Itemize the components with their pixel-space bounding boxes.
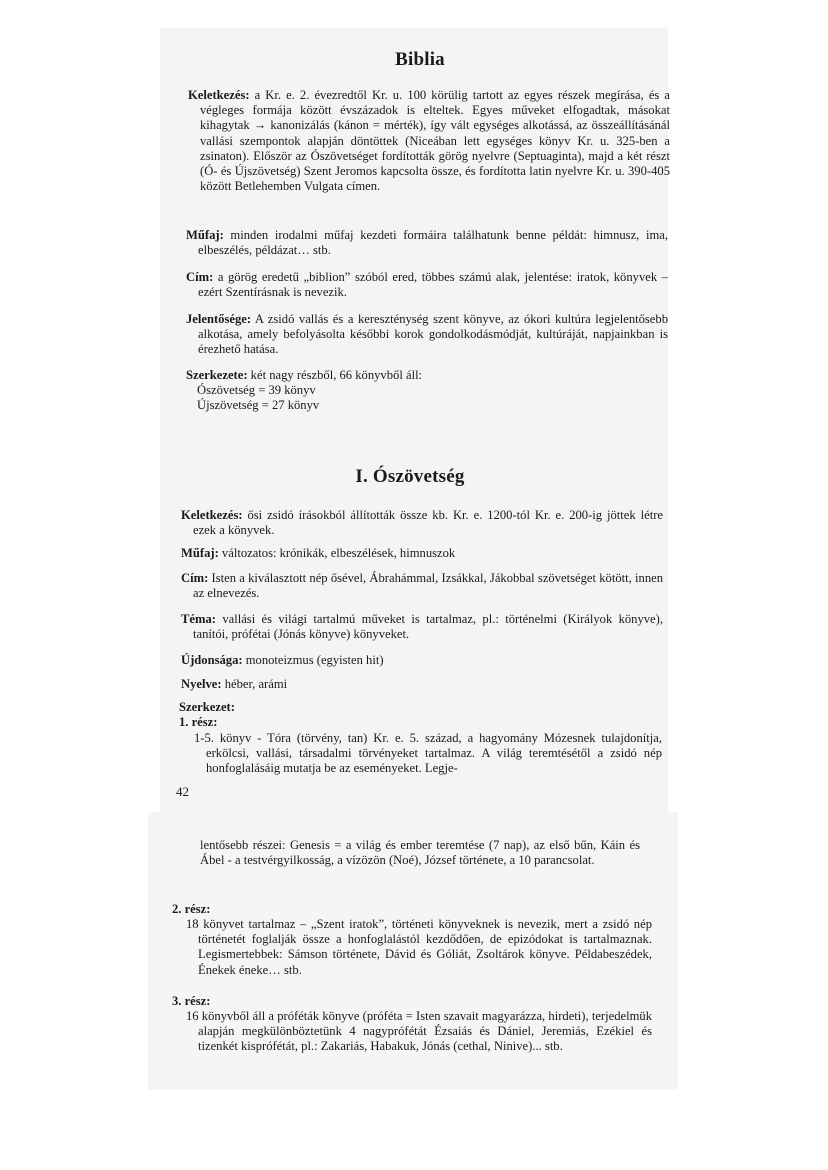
section-title: I. Ószövetség (355, 466, 465, 487)
part2-label: 2. rész: (172, 902, 211, 916)
part1-continuation: lentősebb részei: Genesis = a világ és ember teremtése (7 nap), az első bűn, Káin és Ábel - a testvérgyilkosság, a vízözön (Noé), József története, a 10 parancsolat. (200, 838, 640, 868)
structure-line-nt: Újszövetség = 27 könyv (197, 398, 320, 412)
entry-keletkezes (188, 88, 670, 194)
szerkezet-heading: Szerkezet: (179, 700, 235, 714)
ot-keletkezes (181, 508, 663, 538)
part2-text: 18 könyvet tartalmaz – „Szent iratok”, történeti könyveknek is nevezik, mert a zsidó nép történetét foglalják össze a honfoglalástól kezdődően, de epizódokat is tartalmaznak. Legismertebbek: Sámson története, Dávid és Góliát, Zsoltárok könyve. Példabeszédek, Énekek éneke… stb. (186, 917, 652, 977)
part1-label: 1. rész: (179, 715, 218, 729)
part1-text: 1-5. könyv - Tóra (törvény, tan) Kr. e. 5. század, a hagyomány Mózesnek tulajdonítja, erkölcsi, vallási, társadalmi törvényeket tartalmaz. A világ teremtésétől a zsidó nép honfoglalásáig mutatja be az eseményeket. Legje- (194, 731, 662, 776)
page-title: Biblia (395, 49, 445, 70)
entry-text: A zsidó vallás és a kereszténység szent könyve, az ókori kultúra legjelentősebb alkotása, amely befolyásolta későbbi korok gondolkodásmódját, kultúráját, napjainkban is érezhető hatása. (198, 312, 668, 357)
page-number: 42 (176, 784, 189, 799)
entry-text: héber, arámi (221, 677, 288, 691)
entry-jelentosege (186, 312, 668, 358)
entry-text: változatos: krónikák, elbeszélések, himnuszok (218, 546, 456, 560)
entry-text: a Kr. e. 2. évezredtől Kr. u. 100 körülig tartott az egyes részek megírása, és a végleges formája között évszázadok is elteltek. Egyes műveket elfogadtak, másokat kihagytak → kanonizálás (kánon = mérték), így vált egységes alkotássá, az összeállításánál vallási szempontok alapján döntöttek (Niceában lett egységes könyv Kr. u. 325-ben a zsinaton). Először az Ószövetséget fordították görög nyelvre (Septuaginta), majd a két részt (Ó- és Újszövetség) Szent Jeromos kapcsolta össze, és fordította latin nyelvre Kr. u. 390-405 között Betlehemben Vulgata címen. (200, 88, 670, 194)
entry-text: ősi zsidó írásokból állították össze kb. Kr. e. 1200-tól Kr. e. 200-ig jöttek létre ezek a könyvek. (193, 508, 663, 538)
ot-cim (181, 571, 663, 601)
entry-label: Újdonsága: (181, 653, 243, 667)
ot-tema (181, 612, 663, 642)
entry-label: Cím: (186, 270, 214, 284)
entry-label: Nyelve: (181, 677, 222, 691)
entry-label: Keletkezés: (188, 88, 250, 102)
entry-label: Keletkezés: (181, 508, 243, 522)
entry-label: Téma: (181, 612, 216, 626)
part3-label: 3. rész: (172, 994, 211, 1008)
entry-label: Cím: (181, 571, 209, 585)
entry-label: Jelentősége: (186, 312, 252, 326)
part3-text: 16 könyvből áll a próféták könyve (próféta = Isten szavait magyarázza, hirdeti), terjedelmük alapján megkülönböztetünk 4 nagyprófétát Ézsaiás és Dániel, Jeremiás, Ezékiel és tizenkét kisprófétát, pl.: Zakariás, Habakuk, Jónás (cethal, Ninive)... stb. (186, 1009, 652, 1054)
entry-label: Műfaj: (181, 546, 219, 560)
ot-ujdonsaga (181, 653, 663, 668)
entry-szerkezete (186, 368, 656, 383)
entry-mufaj (186, 228, 668, 258)
entry-text: monoteizmus (egyisten hit) (242, 653, 384, 667)
ot-nyelve (181, 677, 663, 692)
entry-text: a görög eredetű „biblion” szóból ered, többes számú alak, jelentése: iratok, könyvek – ezért Szentírásnak is nevezik. (198, 270, 668, 300)
entry-text: vallási és világi tartalmú műveket is tartalmaz, pl.: történelmi (Királyok könyve), tanítói, prófétai (Jónás könyve) könyveket. (193, 612, 663, 642)
entry-label: Szerkezete: (186, 368, 248, 382)
entry-label: Műfaj: (186, 228, 224, 242)
entry-cim (186, 270, 668, 300)
ot-mufaj (181, 546, 663, 561)
entry-text: két nagy részből, 66 könyvből áll: (247, 368, 423, 382)
entry-text: Isten a kiválasztott nép ősével, Ábrahámmal, Izsákkal, Jákobbal szövetséget kötött, innen az elnevezés. (193, 571, 663, 601)
structure-line-ot: Ószövetség = 39 könyv (197, 383, 316, 397)
entry-text: minden irodalmi műfaj kezdeti formáira találhatunk benne példát: himnusz, ima, elbeszélés, példázat… stb. (198, 228, 668, 258)
